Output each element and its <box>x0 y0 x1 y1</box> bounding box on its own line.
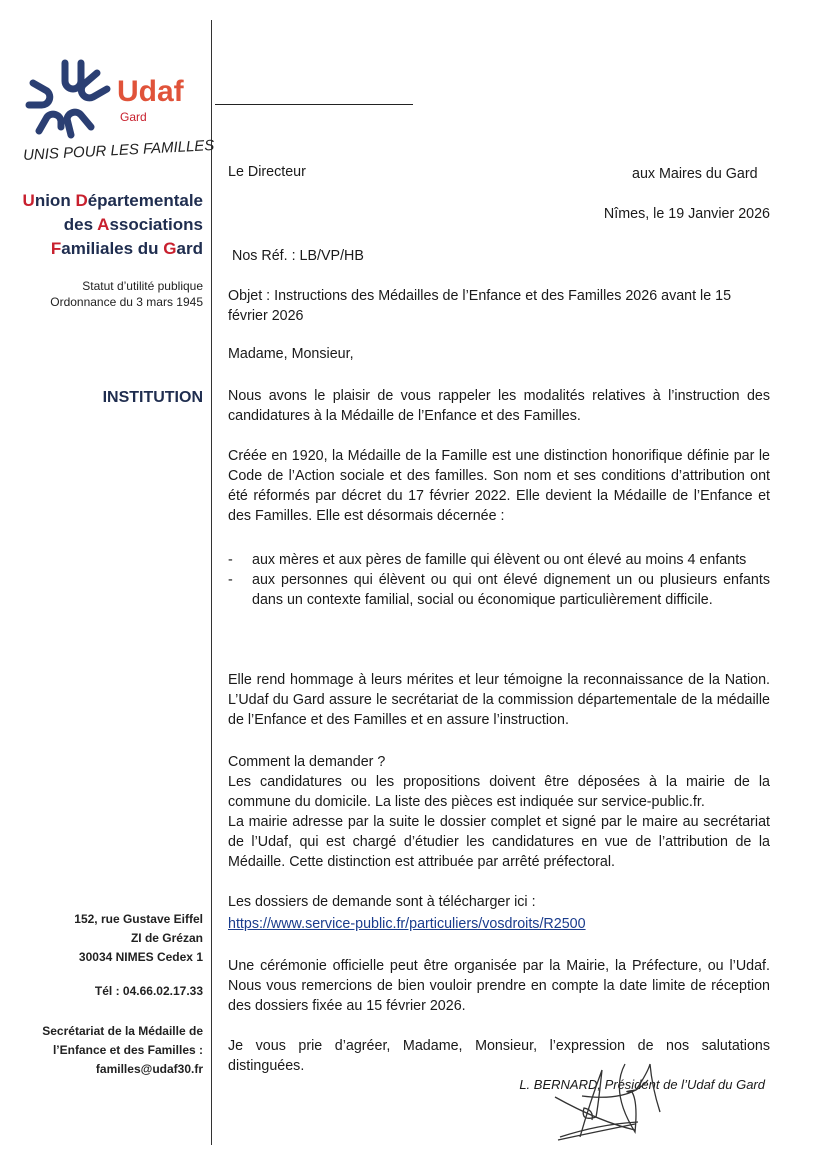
public-utility-status: Statut d’utilité publique Ordonnance du 3 mars 1945 <box>50 279 203 309</box>
paragraph: Elle rend hommage à leurs mérites et leur témoigne la reconnaissance de la Nation. L’Udaf du Gard assure le secrétariat de la commission départementale de la médaille de l’Enfance et des Familles et en assure l’instruction. <box>228 672 770 728</box>
eligibility-list <box>228 550 770 610</box>
header-rule <box>215 104 413 105</box>
subject: Objet : Instructions des Médailles de l’Enfance et des Familles 2026 avant le 15 février 2026 <box>228 288 732 324</box>
organization-name: Union Départementale des Associations Familiales du Gard <box>22 191 203 258</box>
sender: Le Directeur <box>228 164 306 180</box>
list-item: - aux mères et aux pères de famille qui élèvent ou ont élevé au moins 4 enfants <box>228 552 747 568</box>
recipient: aux Maires du Gard <box>632 166 758 182</box>
secretariat-contact: Secrétariat de la Médaille de l’Enfance et des Familles : familles@udaf30.fr <box>42 1024 203 1076</box>
section-heading: Comment la demander ? <box>228 754 386 770</box>
signatory: L. BERNARD, Président de l’Udaf du Gard <box>519 1077 765 1092</box>
salutation: Madame, Monsieur, <box>228 346 354 362</box>
logo-brand: Udaf <box>117 75 184 108</box>
section-label: INSTITUTION <box>102 389 203 406</box>
date: Nîmes, le 19 Janvier 2026 <box>603 206 770 222</box>
paragraph: Les candidatures ou les propositions doivent être déposées à la mairie de la commune du domicile. La liste des pièces est indiquée sur service-public.fr. <box>228 774 770 810</box>
closing: Je vous prie d’agréer, Madame, Monsieur, l’expression de nos salutations distinguées. <box>228 1038 770 1074</box>
download-text: Les dossiers de demande sont à télécharger ici : <box>228 894 536 910</box>
paragraph: Nous avons le plaisir de vous rappeler les modalités relatives à l’instruction des candidatures à la Médaille de l’Enfance et des Familles. <box>228 388 770 424</box>
handwritten-signature-icon <box>540 1062 690 1147</box>
logo-tagline: UNIS POUR LES FAMILLES <box>22 137 215 164</box>
udaf-logo-mark-icon <box>25 55 120 145</box>
download-link[interactable]: https://www.service-public.fr/particuliers/vosdroits/R2500 <box>228 916 586 932</box>
paragraph: Créée en 1920, la Médaille de la Famille est une distinction honorifique définie par le Code de l’Action sociale et des familles. Son nom et ses conditions d’attribution ont été réformés par décret du 17 février 2022. Elle devient la Médaille de l’Enfance et des Familles. Elle est désormais décernée : <box>228 448 770 524</box>
logo-region: Gard <box>120 110 147 124</box>
reference: Nos Réf. : LB/VP/HB <box>232 248 364 264</box>
sidebar-divider <box>211 20 212 1145</box>
list-item: - aux personnes qui élèvent ou qui ont élevé dignement un ou plusieurs enfants dans un contexte familial, social ou économique particulièrement difficile. <box>228 572 770 608</box>
paragraph: Une cérémonie officielle peut être organisée par la Mairie, la Préfecture, ou l’Udaf. Nous vous remercions de bien vouloir prendre en compte la date limite de réception des dossiers fixée au 15 février 2026. <box>228 958 770 1014</box>
phone: Tél : 04.66.02.17.33 <box>94 984 203 998</box>
paragraph: La mairie adresse par la suite le dossier complet et signé par le maire au secrétariat de l’Udaf, qui est chargé d’étudier les candidatures en vue de l’attribution de la Médaille. Cette distinction est attribuée par arrêté préfectoral. <box>228 814 770 870</box>
udaf-logo <box>20 55 215 165</box>
address: 152, rue Gustave Eiffel ZI de Grézan 30034 NIMES Cedex 1 <box>74 912 203 964</box>
